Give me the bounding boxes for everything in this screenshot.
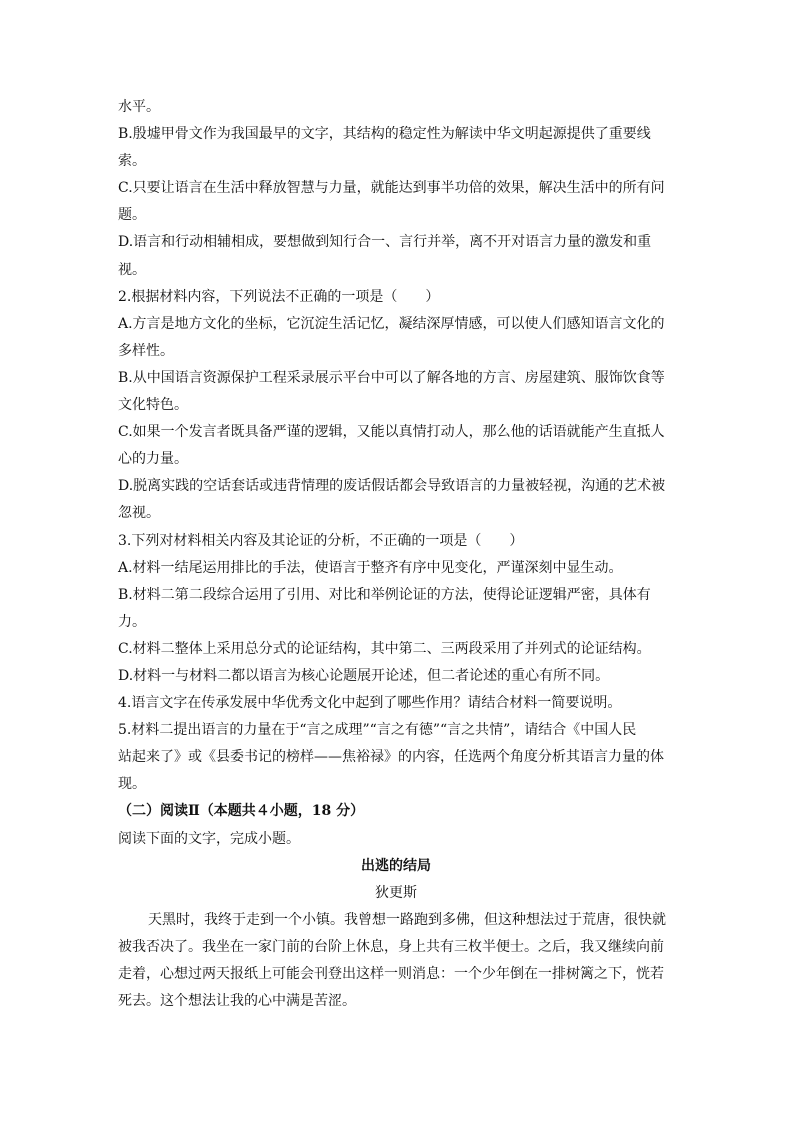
story-title: 出逃的结局 <box>361 857 431 874</box>
story-line: 走着，心想过两天报纸上可能会刊登出这样一则消息：一个少年倒在一排树篱之下，恍若 <box>118 966 664 982</box>
text-line: 索。 <box>118 153 146 170</box>
q2-option-b: B.从中国语言资源保护工程采录展示平台中可以了解各地的方言、房屋建筑、服饰饮食等 <box>118 369 665 386</box>
text-line: 心的力量。 <box>118 451 188 468</box>
q2-option-c: C.如果一个发言者既具备严谨的逻辑，又能以真情打动人，那么他的话语就能产生直抵人 <box>118 424 665 441</box>
q2-option-a: A.方言是地方文化的坐标，它沉淀生活记忆，凝结深厚情感，可以使人们感知语言文化的 <box>118 315 665 332</box>
question-5: 5.材料二提出语言的力量在于“言之成理”“言之有德”“言之共情”，请结合《中国人民 <box>118 722 637 739</box>
option-c-text: C.只要让语言在生活中释放智慧与力量，就能达到事半功倍的效果，解决生活中的所有问 <box>118 180 665 197</box>
text-line: 力。 <box>118 613 146 630</box>
text-line: 水平。 <box>118 99 160 115</box>
story-author: 狄更斯 <box>375 884 417 901</box>
question-4: 4.语言文字在传承发展中华优秀文化中起到了哪些作用？请结合材料一简要说明。 <box>118 695 622 712</box>
text-line: 题。 <box>118 207 146 224</box>
story-line: 被我否决了。我坐在一家门前的台阶上休息，身上共有三枚半便士。之后，我又继续向前 <box>118 938 664 955</box>
story-line: 天黑时，我终于走到一个小镇。我曾想一路跑到多佛，但这种想法过于荒唐，很快就 <box>148 911 666 928</box>
text-line: 忽视。 <box>118 505 160 522</box>
q3-option-a: A.材料一结尾运用排比的手法，使语言于整齐有序中见变化，严谨深刻中显生动。 <box>118 559 623 576</box>
text-line: 站起来了》或《县委书记的榜样——焦裕禄》的内容，任选两个角度分析其语言力量的体 <box>118 749 664 766</box>
story-line: 死去。这个想法让我的心中满是苦涩。 <box>118 993 356 1010</box>
q3-option-b: B.材料二第二段综合运用了引用、对比和举例论证的方法，使得论证逻辑严密，具体有 <box>118 586 651 603</box>
instruction-text: 阅读下面的文字，完成小题。 <box>118 830 300 847</box>
text-line: 现。 <box>118 776 146 793</box>
text-line: 文化特色。 <box>118 397 188 414</box>
option-d-text: D.语言和行动相辅相成，要想做到知行合一、言行并举，离不开对语言力量的激发和重 <box>118 234 652 251</box>
option-b-text: B.殷墟甲骨文作为我国最早的文字，其结构的稳定性为解读中华文明起源提供了重要线 <box>118 126 651 143</box>
text-line: 视。 <box>118 261 146 278</box>
q2-option-d: D.脱离实践的空话套话或违背情理的废话假话都会导致语言的力量被轻视，沟通的艺术被 <box>118 478 666 495</box>
q3-option-d: D.材料一与材料二都以语言为核心论题展开论述，但二者论述的重心有所不同。 <box>118 667 610 684</box>
section-heading: （二）阅读Ⅱ（本题共４小题，18 分） <box>118 803 365 820</box>
text-line: 多样性。 <box>118 342 174 359</box>
q3-option-c: C.材料二整体上采用总分式的论证结构，其中第二、三两段采用了并列式的论证结构。 <box>118 640 651 657</box>
question-2: 2.根据材料内容，下列说法不正确的一项是（ ） <box>118 288 440 305</box>
document-page <box>118 94 674 1015</box>
question-3: 3.下列对材料相关内容及其论证的分析，不正确的一项是（ ） <box>118 532 524 549</box>
